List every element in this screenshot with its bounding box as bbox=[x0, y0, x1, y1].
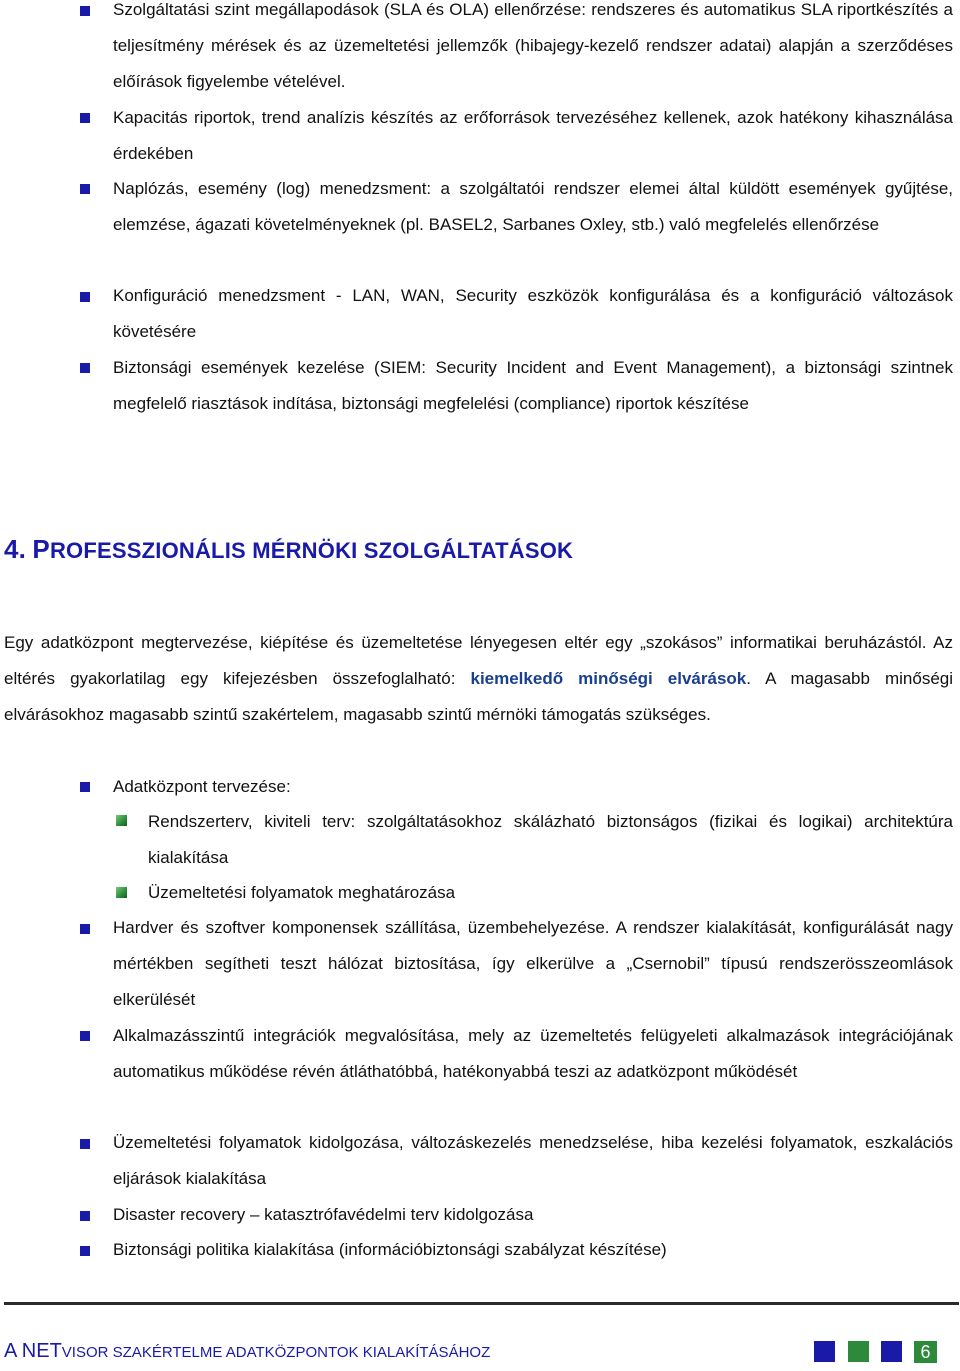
footer-title bbox=[4, 1340, 490, 1363]
section-title-initial: P bbox=[32, 534, 50, 564]
sub-list-item: Üzemeltetési folyamatok meghatározása bbox=[148, 883, 456, 902]
bullet-icon bbox=[80, 1031, 90, 1041]
section-title-rest: ROFESSZIONÁLIS MÉRNÖKI SZOLGÁLTATÁSOK bbox=[49, 538, 574, 563]
list-item: Kapacitás riportok, trend analízis készítés az erőforrások tervezéséhez kellenek, azok hatékony kihasználása érdekében bbox=[113, 108, 953, 163]
footer-rule bbox=[4, 1302, 959, 1305]
bullet-icon bbox=[80, 292, 90, 302]
footer-square-icon bbox=[848, 1341, 869, 1362]
bullet-icon bbox=[80, 1211, 90, 1221]
list-item: Disaster recovery – katasztrófavédelmi terv kidolgozása bbox=[113, 1205, 534, 1224]
bullet-icon bbox=[80, 113, 90, 123]
bullet-icon bbox=[80, 782, 90, 792]
intro-highlight: kiemelkedő minőségi elvárások bbox=[470, 669, 747, 688]
footer-square-icon bbox=[814, 1341, 835, 1362]
bullet-icon bbox=[80, 6, 90, 16]
intro-text-2: . A magasabb minőségi elvárásokhoz magasabb szintű szakértelem, magasabb szintű mérnöki támogatás szükséges. bbox=[4, 669, 954, 724]
list-item: Üzemeltetési folyamatok kidolgozása, változáskezelés menedzselése, hiba kezelési folyamatok, eszkalációs eljárások kialakítása bbox=[113, 1133, 953, 1188]
list-item: Konfiguráció menedzsment - LAN, WAN, Security eszközök konfigurálása és a konfiguráció változások követésére bbox=[113, 286, 953, 341]
intro-text-1: Egy adatközpont megtervezése, kiépítése és üzemeltetése lényegesen eltér egy „szokásos” informatikai beruházástól. Az eltérés gyakorlatilag egy kifejezésben összefoglalható: bbox=[4, 633, 953, 688]
footer-title-rest: VISOR SZAKÉRTELME ADATKÖZPONTOK KIALAKÍTÁSÁHOZ bbox=[61, 1344, 491, 1361]
list-item: Hardver és szoftver komponensek szállítása, üzembehelyezése. A rendszer kialakítását, konfigurálását nagy mértékben segítheti teszt hálózat biztosítása, így elkerülve a „Csernobil” típusú rendszerösszeomlások elkerülését bbox=[113, 918, 953, 1009]
bullet-icon bbox=[80, 184, 90, 194]
list-item: Naplózás, esemény (log) menedzsment: a szolgáltatói rendszer elemei által küldött események gyűjtése, elemzése, ágazati követelményeknek (pl. BASEL2, Sarbanes Oxley, stb.) való megfelelés ellenőrzése bbox=[113, 179, 953, 234]
sub-list-item: Rendszerterv, kiviteli terv: szolgáltatásokhoz skálázható biztonságos (fizikai és logikai) architektúra kialakítása bbox=[148, 812, 953, 867]
footer-title-brand: A NET bbox=[4, 1340, 62, 1362]
bullet-icon bbox=[80, 924, 90, 934]
list-item: Biztonsági események kezelése (SIEM: Security Incident and Event Management), a biztonsági szintnek megfelelő riasztások indítása, biztonsági megfelelési (compliance) riportok készítése bbox=[113, 358, 953, 413]
page-number: 6 bbox=[914, 1341, 937, 1363]
bullet-icon bbox=[80, 1139, 90, 1149]
list-item: Szolgáltatási szint megállapodások (SLA és OLA) ellenőrzése: rendszeres és automatikus SLA riportkészítés a teljesítmény mérések és az üzemeltetési jellemzők (hibajegy-kezelő rendszer adatai) alapján a szerződéses előírások figyelembe vételével. bbox=[113, 0, 953, 91]
list-item: Biztonsági politika kialakítása (információbiztonsági szabályzat készítése) bbox=[113, 1240, 667, 1259]
section-heading bbox=[4, 534, 573, 565]
sub-bullet-icon bbox=[116, 815, 127, 826]
bullet-icon bbox=[80, 1246, 90, 1256]
design-label: Adatközpont tervezése: bbox=[113, 777, 291, 796]
list-item: Alkalmazásszintű integrációk megvalósítása, mely az üzemeltetés felügyeleti alkalmazások integrációjának automatikus működése révén átláthatóbbá, hatékonyabbá teszi az adatközpont működését bbox=[113, 1026, 953, 1081]
intro-paragraph bbox=[4, 625, 953, 733]
section-number: 4. bbox=[4, 534, 27, 564]
footer-square-icon bbox=[881, 1341, 902, 1362]
bullet-icon bbox=[80, 363, 90, 373]
sub-bullet-icon bbox=[116, 887, 127, 898]
